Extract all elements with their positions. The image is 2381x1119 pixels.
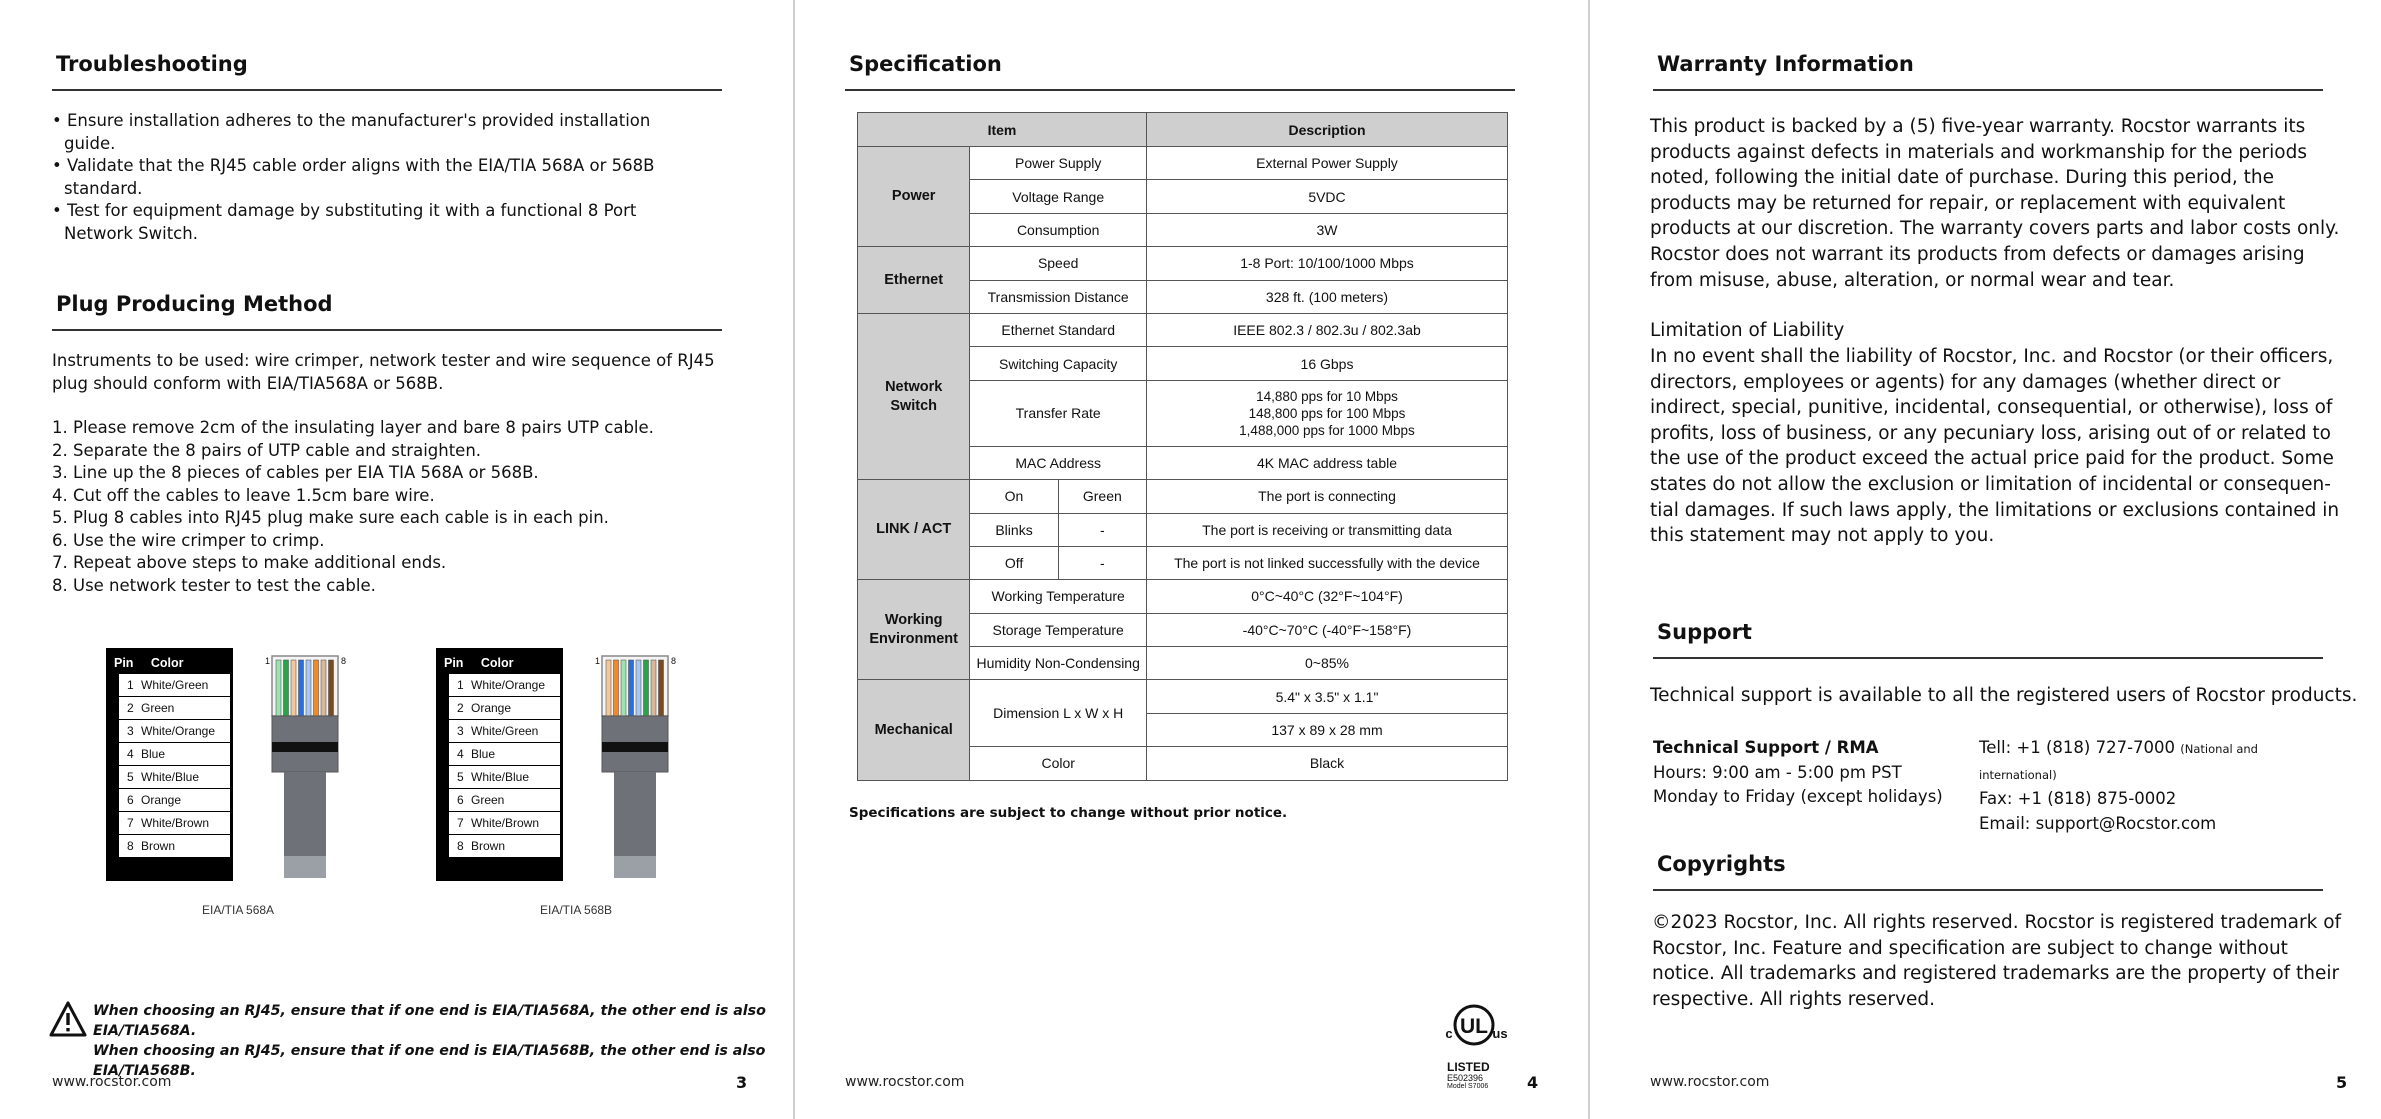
step-item: 5. Plug 8 cables into RJ45 plug make sure each cable is in each pin. xyxy=(52,508,609,527)
footer-url: www.rocstor.com xyxy=(1650,1074,1770,1090)
page-3 xyxy=(0,0,793,1119)
table-row: Consumption 3W xyxy=(858,213,1508,246)
table-row: 137 x 89 x 28 mm xyxy=(858,713,1508,746)
section-rule xyxy=(1653,889,2323,891)
warranty-title: Warranty Information xyxy=(1657,52,1914,76)
section-rule xyxy=(845,89,1515,91)
list-item: • Validate that the RJ45 cable order aligns with the EIA/TIA 568A or 568B standard. xyxy=(52,156,655,198)
plug-method-title: Plug Producing Method xyxy=(56,292,333,316)
liability-paragraph: In no event shall the liability of Rocstor, Inc. and Rocstor (or their officers, directors, employees or agents) for any damages (whether direct or indirect, special, punitive, incidental, consequential, or otherwise), loss of profits, loss of business, or any pecuniary loss, arising out of or related to the use of the product exceed the actual price paid for the product. Some states do not allow the exclusion or limitation of incidental or consequen-tial damages. If such laws apply, the limitations or exclusions contained in this statement may not apply to you. xyxy=(1650,346,2340,547)
spec-category-link-act: LINK / ACT xyxy=(858,480,970,580)
wiring-row: 1 White/Orange xyxy=(449,674,560,696)
spec-category-power: Power xyxy=(858,147,970,247)
spec-header-item: Item xyxy=(858,113,1147,147)
wiring-table-568b xyxy=(436,648,563,881)
table-row: Storage Temperature -40°C~70°C (-40°F~158°F) xyxy=(858,613,1508,646)
troubleshooting-title: Troubleshooting xyxy=(56,52,248,76)
wiring-table-header: Pin Color xyxy=(114,656,184,670)
table-row: Ethernet Speed 1-8 Port: 10/100/1000 Mbps xyxy=(858,247,1508,280)
rj45-plug-568b xyxy=(592,650,678,880)
spec-note: Specifications are subject to change without prior notice. xyxy=(849,805,1288,821)
warranty-paragraph: This product is backed by a (5) five-year warranty. Rocstor warrants its products against defects in materials and workmanship for the periods noted, following the initial date of purchase. During this period, the products may be returned for repair, or replacement with equivalent products at our discretion. The warranty covers parts and labor costs only. Rocstor does not warrant its products from defects or damages arising from misuse, abuse, alteration, or normal wear and tear. xyxy=(1650,116,2340,291)
svg-text:UL: UL xyxy=(1460,1015,1488,1038)
spec-category-mechanical: Mechanical xyxy=(858,680,970,780)
warning-icon xyxy=(48,1000,88,1038)
ul-listed-mark: UL c us LISTED E502396 Model S7006 xyxy=(1443,1000,1505,1096)
table-row: Mechanical Dimension L x W x H 5.4" x 3.5" x 1.1" xyxy=(858,680,1508,713)
support-email[interactable]: Email: support@Rocstor.com xyxy=(1979,813,2217,833)
support-rma-label: Technical Support / RMA xyxy=(1653,738,1879,757)
list-item: • Ensure installation adheres to the manufacturer's provided installation guide. xyxy=(52,111,651,153)
table-row: MAC Address 4K MAC address table xyxy=(858,446,1508,479)
step-item: 3. Line up the 8 pieces of cables per EIA TIA 568A or 568B. xyxy=(52,463,539,482)
table-row: Transmission Distance 328 ft. (100 meters) xyxy=(858,280,1508,313)
liability-title: Limitation of Liability xyxy=(1650,320,1845,341)
table-row: Color Black xyxy=(858,747,1508,780)
table-row: Network Switch Ethernet Standard IEEE 802.3 / 802.3u / 802.3ab xyxy=(858,313,1508,346)
wiring-row: 2 Orange xyxy=(449,697,560,719)
page-number: 5 xyxy=(2336,1073,2348,1092)
warning-text: When choosing an RJ45, ensure that if one end is EIA/TIA568A, the other end is also EIA/TIA568A. When choosing an RJ45, ensure that if one end is EIA/TIA568B, the other end is also EIA/TIA568B. xyxy=(93,1003,766,1079)
svg-text:8: 8 xyxy=(341,656,347,666)
svg-text:8: 8 xyxy=(671,656,677,666)
step-item: 8. Use network tester to test the cable. xyxy=(52,575,376,595)
spec-category-network-switch: Network Switch xyxy=(858,313,970,479)
section-rule xyxy=(1653,657,2323,659)
ul-logo-icon xyxy=(1443,1000,1508,1056)
table-row: Transfer Rate 14,880 pps for 10 Mbps 148,800 pps for 100 Mbps 1,488,000 pps for 1000 Mbps xyxy=(858,380,1508,446)
copyrights-text: ©2023 Rocstor, Inc. All rights reserved. Rocstor is registered trademark of Rocstor, Inc. Feature and specification are subject to change without notice. All trademarks and registered trademarks are the property of their respective. All rights reserved. xyxy=(1652,912,2342,1010)
spec-header-description: Description xyxy=(1147,113,1508,147)
table-row: Power Power Supply External Power Supply xyxy=(858,147,1508,180)
page-number: 4 xyxy=(1527,1073,1539,1092)
section-rule xyxy=(52,89,722,91)
spec-table xyxy=(857,112,1508,781)
svg-text:us: us xyxy=(1492,1026,1508,1041)
table-row: Working Environment Working Temperature 0°C~40°C (32°F~104°F) xyxy=(858,580,1508,613)
table-row: LINK / ACT On Green The port is connecting xyxy=(858,480,1508,513)
wiring-row: 4 Blue xyxy=(449,743,560,765)
support-intro: Technical support is available to all the registered users of Rocstor products. xyxy=(1650,685,2358,706)
plug-intro: Instruments to be used: wire crimper, network tester and wire sequence of RJ45 plug should conform with EIA/TIA568A or 568B. xyxy=(52,351,715,393)
wiring-row: 6 Orange xyxy=(119,789,230,811)
wiring-row: 3 White/Orange xyxy=(119,720,230,742)
wiring-row: 1 White/Green xyxy=(119,674,230,696)
footer-url: www.rocstor.com xyxy=(845,1074,965,1090)
wiring-row: 2 Green xyxy=(119,697,230,719)
wiring-row: 4 Blue xyxy=(119,743,230,765)
page-number: 3 xyxy=(736,1073,748,1092)
svg-text:c: c xyxy=(1445,1026,1453,1041)
step-item: 1. Please remove 2cm of the insulating layer and bare 8 pairs UTP cable. xyxy=(52,418,654,437)
troubleshooting-list xyxy=(52,110,692,245)
wiring-table-header: Pin Color xyxy=(444,656,514,670)
step-item: 6. Use the wire crimper to crimp. xyxy=(52,530,325,550)
table-row: Humidity Non-Condensing 0~85% xyxy=(858,647,1508,680)
step-item: 4. Cut off the cables to leave 1.5cm bare wire. xyxy=(52,485,435,505)
svg-text:1: 1 xyxy=(265,656,271,666)
section-rule xyxy=(52,329,722,331)
wiring-row: 5 White/Blue xyxy=(449,766,560,788)
support-fax: Fax: +1 (818) 875-0002 xyxy=(1979,789,2177,808)
footer-url: www.rocstor.com xyxy=(52,1074,172,1090)
support-title: Support xyxy=(1657,620,1752,644)
wiring-row: 7 White/Brown xyxy=(119,812,230,834)
wiring-row: 3 White/Green xyxy=(449,720,560,742)
wiring-table-568a xyxy=(106,648,233,881)
caption-568b: EIA/TIA 568B xyxy=(540,903,613,917)
plug-steps xyxy=(52,417,732,597)
caption-568a: EIA/TIA 568A xyxy=(202,903,275,917)
rj45-plug-568a xyxy=(262,650,348,880)
table-row: Off - The port is not linked successfully with the device xyxy=(858,546,1508,579)
step-item: 2. Separate the 8 pairs of UTP cable and straighten. xyxy=(52,440,482,460)
svg-text:1: 1 xyxy=(595,656,601,666)
wiring-row: 5 White/Blue xyxy=(119,766,230,788)
wiring-row: 6 Green xyxy=(449,789,560,811)
table-row: Voltage Range 5VDC xyxy=(858,180,1508,213)
spec-category-ethernet: Ethernet xyxy=(858,247,970,314)
wiring-row: 7 White/Brown xyxy=(449,812,560,834)
table-row: Blinks - The port is receiving or transmitting data xyxy=(858,513,1508,546)
step-item: 7. Repeat above steps to make additional ends. xyxy=(52,553,447,572)
page-4 xyxy=(795,0,1588,1119)
specification-title: Specification xyxy=(849,52,1002,76)
spec-category-working-environment: Working Environment xyxy=(858,580,970,680)
wiring-row: 8 Brown xyxy=(449,835,560,857)
support-hours: Technical Support / RMA Hours: 9:00 am - 5:00 pm PST Monday to Friday (except holidays) xyxy=(1653,736,1953,810)
copyrights-title: Copyrights xyxy=(1657,852,1786,876)
support-phone: Tell: +1 (818) 727-7000 (National and international) xyxy=(1979,738,2258,782)
support-contacts xyxy=(1979,736,2339,836)
table-row: Switching Capacity 16 Gbps xyxy=(858,347,1508,380)
section-rule xyxy=(1653,89,2323,91)
page-5 xyxy=(1590,0,2381,1119)
wiring-row: 8 Brown xyxy=(119,835,230,857)
list-item: • Test for equipment damage by substituting it with a functional 8 Port Network Switch. xyxy=(52,201,637,243)
